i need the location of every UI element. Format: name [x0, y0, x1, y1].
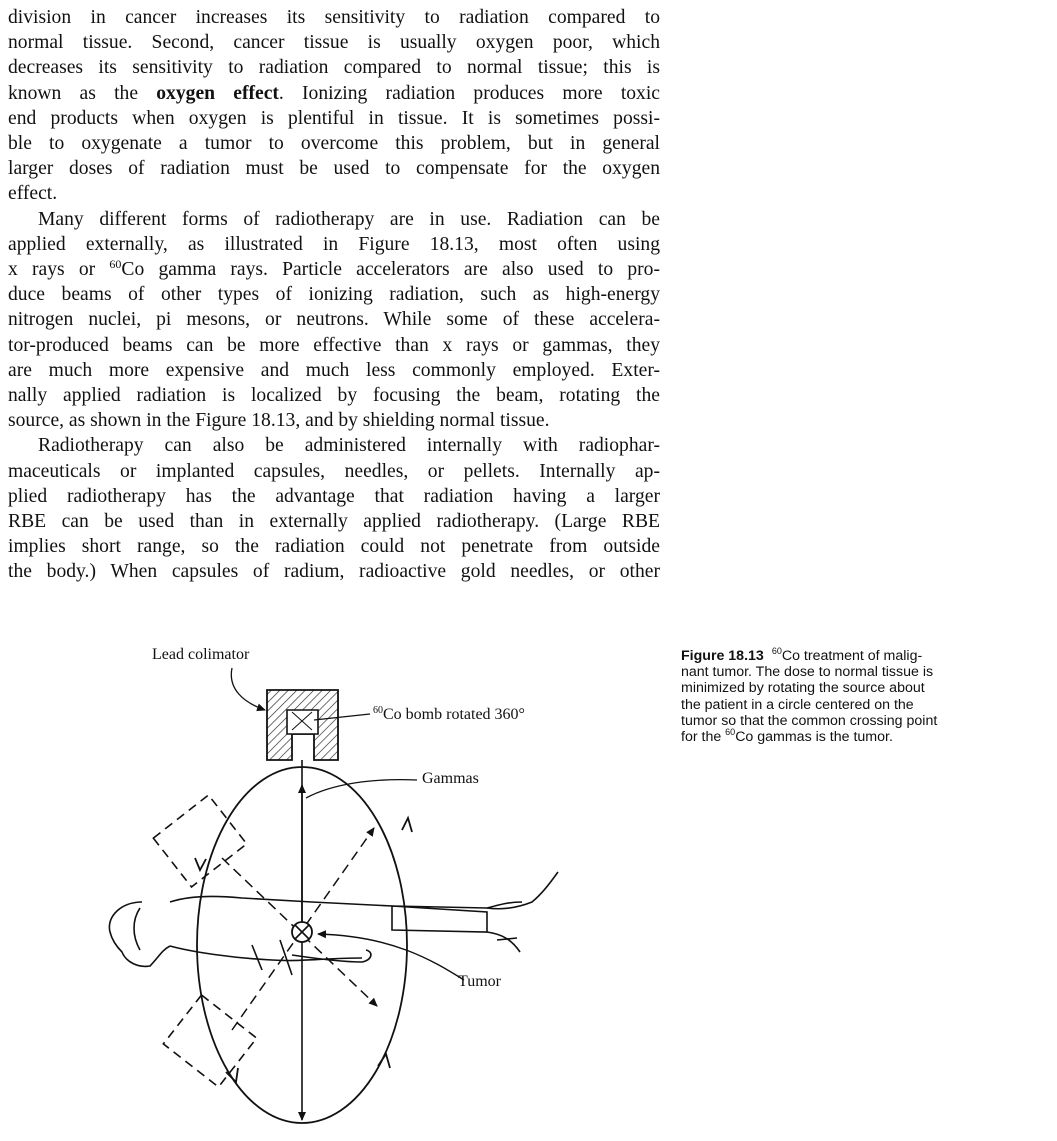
caption-line: minimized by rotating the source about [681, 680, 925, 697]
term-oxygen-effect: oxygen effect [156, 82, 279, 104]
radiotherapy-diagram [92, 640, 612, 1132]
lead-collimator [267, 690, 338, 760]
text-line: larger doses of radiation must be used to compensate for the oxygen [8, 158, 660, 180]
figure-18-13-diagram [92, 640, 612, 1132]
patient-outline [109, 872, 558, 975]
text-line: normal tissue. Second, cancer tissue is usually oxygen poor, which [8, 32, 660, 54]
source-position-dashed [153, 795, 246, 887]
caption-line: nant tumor. The dose to normal tissue is [681, 664, 934, 681]
figure-number: Figure 18.13 [681, 648, 764, 664]
caption-line: for the $^{60}$Co gammas is the tumor. [681, 727, 893, 746]
label-gammas: Gammas [422, 770, 479, 787]
text-line: nitrogen nuclei, pi mesons, or neutrons. While some of these accelera- [8, 309, 660, 331]
text-line: end products when oxygen is plentiful in tissue. It is sometimes possi- [8, 107, 660, 129]
text-line: Many different forms of radiotherapy are in use. Radiation can be [38, 208, 660, 230]
text-line: duce beams of other types of ionizing radiation, such as high-energy [8, 284, 660, 306]
orbit-arrow-icon [402, 818, 412, 832]
figure-caption: Figure 18.13 $^{60}$Co treatment of malig- nant tumor. The dose to normal tissue is minimized by rotating the source about the patient in a circle centered on the tumor so that the common crossing point for the $^{60}$Co gammas is the tumor. [681, 648, 1021, 745]
text-line: tor-produced beams can be more effective than x rays or gammas, they [8, 334, 660, 356]
leader-line [231, 668, 265, 710]
label-co-bomb: $^{60}$Co bomb rotated 360° [373, 705, 525, 723]
text-line: effect. [8, 183, 58, 205]
orbit-arrow-icon [195, 858, 206, 870]
caption-line: tumor so that the common crossing point [681, 712, 938, 729]
source-position-dashed [163, 995, 256, 1087]
text-line: source, as shown in the Figure 18.13, and by shielding normal tissue. [8, 410, 550, 432]
label-tumor: Tumor [458, 973, 501, 990]
text-line: maceuticals or implanted capsules, needles, or pellets. Internally ap- [8, 460, 660, 482]
text-line: decreases its sensitivity to radiation compared to normal tissue; this is [8, 57, 660, 79]
leader-line [306, 780, 417, 798]
text-line: RBE can be used than in externally applied radiotherapy. (Large RBE [8, 511, 660, 533]
text-line: x rays or $^{60}$Co gamma rays. Particle accelerators are also used to pro- [8, 257, 660, 281]
text-line: ble to oxygenate a tumor to overcome this problem, but in general [8, 133, 660, 155]
text-line: implies short range, so the radiation could not penetrate from outside [8, 536, 660, 558]
text-line: division in cancer increases its sensitivity to radiation compared to [8, 7, 660, 28]
text-line: known as the oxygen effect. Ionizing radiation produces more toxic [8, 82, 660, 104]
leader-line [318, 934, 464, 980]
text-line: are much more expensive and much less commonly employed. Exter- [8, 359, 660, 381]
label-lead-collimator: Lead colimator [152, 646, 250, 663]
text-line: Radiotherapy can also be administered internally with radiophar- [38, 435, 660, 457]
text-line: applied externally, as illustrated in Figure 18.13, most often using [8, 233, 660, 255]
caption-line: the patient in a circle centered on the [681, 696, 914, 713]
text-line: the body.) When capsules of radium, radioactive gold needles, or other [8, 561, 660, 583]
text-line: nally applied radiation is localized by focusing the beam, rotating the [8, 385, 660, 407]
body-text [8, 5, 660, 585]
text-line: plied radiotherapy has the advantage that radiation having a larger [8, 485, 660, 507]
